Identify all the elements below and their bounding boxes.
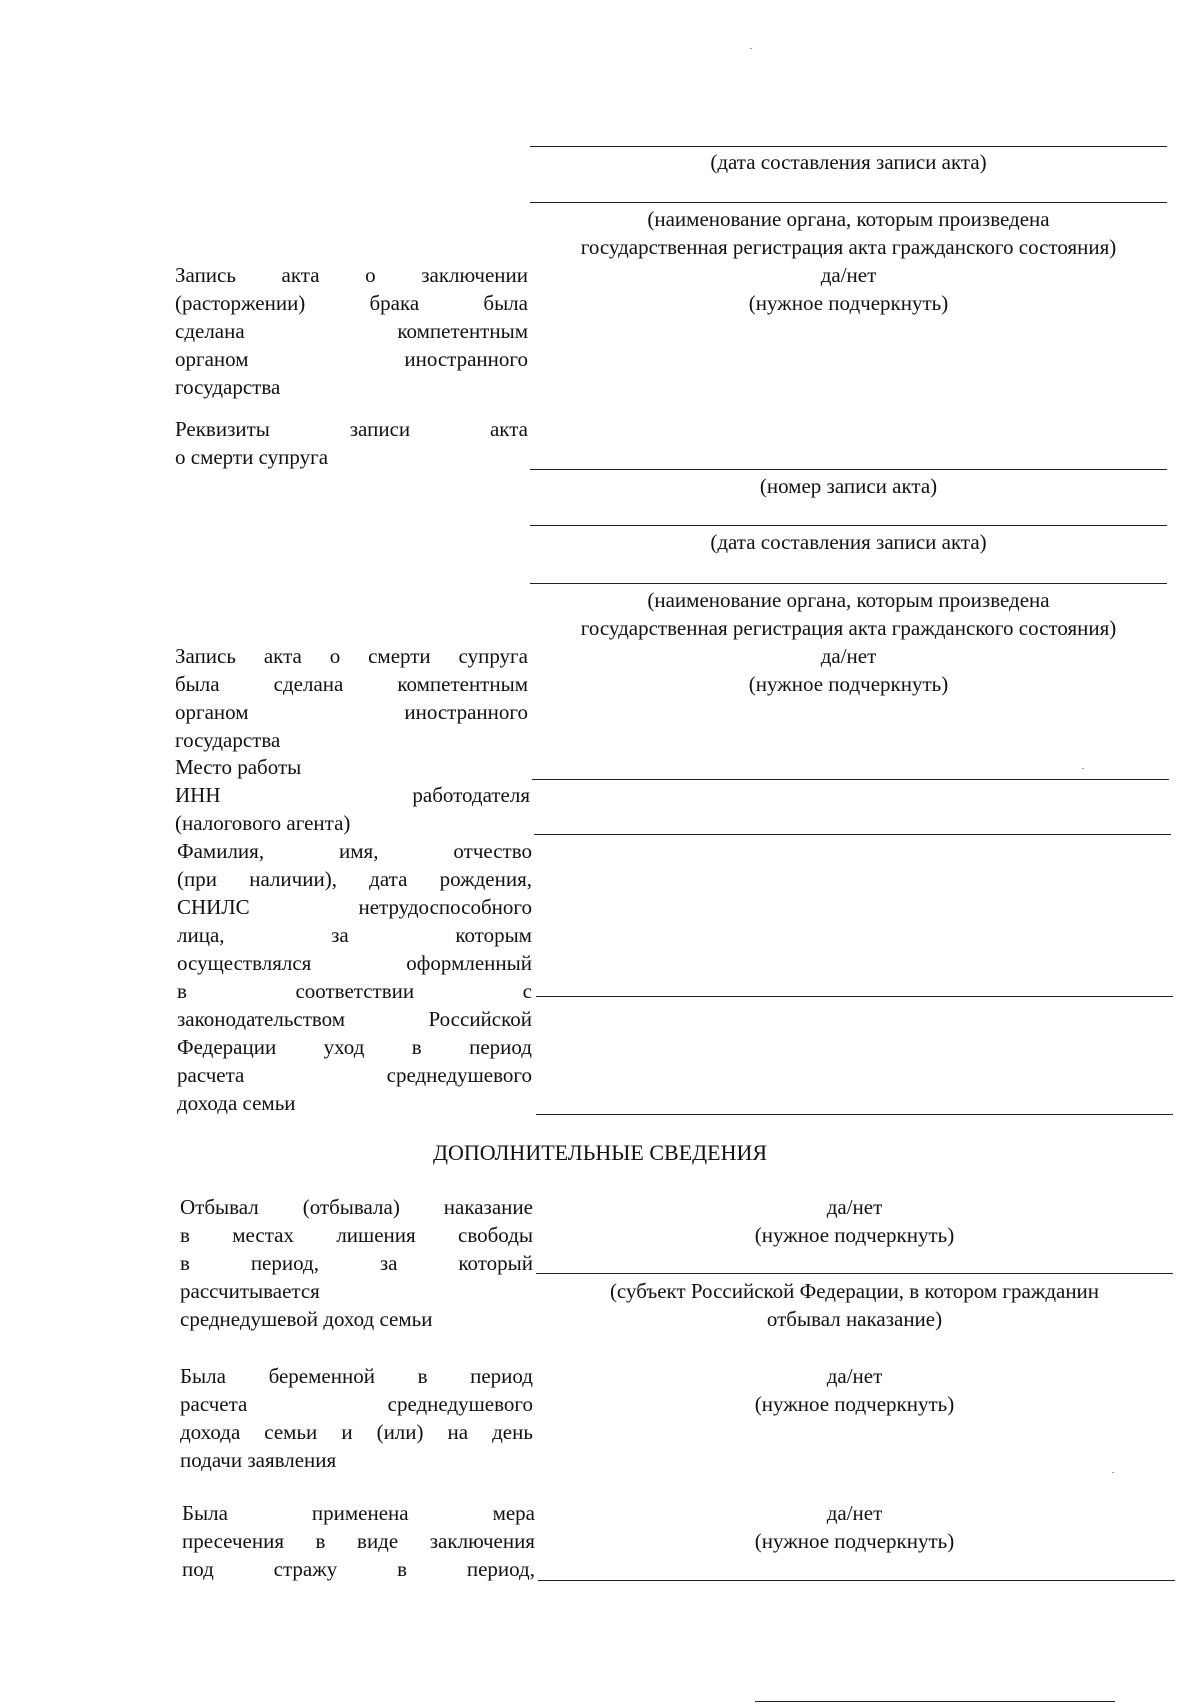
disabled-person-line-1[interactable] (536, 996, 1173, 997)
q1-line-3: сделана компетентным (175, 319, 528, 343)
q1-line-1: Запись акта о заключении (175, 263, 528, 287)
q1-line-4: органом иностранного (175, 347, 528, 371)
q6-line-8: Федерации уход в период (177, 1035, 532, 1059)
q8-underline-hint: (нужное подчеркнуть) (754, 1392, 955, 1416)
q9-line-3: под стражу в период, (182, 1557, 535, 1581)
act-date-line-2[interactable] (530, 525, 1167, 526)
q2-line-1: Реквизиты записи акта (175, 417, 528, 441)
q4-line-1: Место работы (175, 755, 302, 779)
authority-caption-2b: государственная регистрация акта гражданского состояния) (580, 616, 1117, 640)
act-date-line-1[interactable] (530, 146, 1167, 147)
q8-yes-no[interactable]: да/нет (826, 1364, 883, 1388)
authority-line-2[interactable] (530, 583, 1167, 584)
q6-line-5: осуществлялся оформленный (177, 951, 532, 975)
q5-line-1: ИНН работодателя (175, 783, 530, 807)
q1-yes-no[interactable]: да/нет (820, 263, 877, 287)
q6-line-2: (при наличии), дата рождения, (177, 867, 532, 891)
scan-speck (750, 48, 752, 49)
q9-line-2: пресечения в виде заключения (182, 1529, 535, 1553)
scan-speck (1082, 768, 1084, 769)
act-date-caption-2: (дата составления записи акта) (710, 530, 987, 554)
act-number-line[interactable] (530, 469, 1167, 470)
q3-line-1: Запись акта о смерти супруга (175, 644, 528, 668)
q9-line-1: Была применена мера (182, 1501, 535, 1525)
q7-line-4: рассчитывается (180, 1279, 320, 1303)
q8-line-3: дохода семьи и (или) на день (180, 1420, 533, 1444)
q1-line-5: государства (175, 375, 281, 399)
q7-yes-no[interactable]: да/нет (826, 1195, 883, 1219)
q3-line-3: органом иностранного (175, 700, 528, 724)
q6-line-6: в соответствии с (177, 979, 532, 1003)
employer-inn-line[interactable] (534, 834, 1171, 835)
scan-speck (1112, 1472, 1114, 1473)
subject-caption-b: отбывал наказание) (766, 1307, 943, 1331)
q6-line-7: законодательством Российской (177, 1007, 532, 1031)
subject-caption-a: (субъект Российской Федерации, в котором гражданин (609, 1279, 1100, 1303)
q6-line-1: Фамилия, имя, отчество (177, 839, 532, 863)
q7-underline-hint: (нужное подчеркнуть) (754, 1223, 955, 1247)
q2-line-2: о смерти супруга (175, 445, 329, 469)
q6-line-3: СНИЛС нетрудоспособного (177, 895, 532, 919)
authority-caption-1a: (наименование органа, которым произведена (647, 207, 1050, 231)
q1-line-2: (расторжении) брака была (175, 291, 528, 315)
detention-line[interactable] (538, 1580, 1175, 1581)
q6-line-10: дохода семьи (177, 1091, 296, 1115)
q8-line-4: подачи заявления (180, 1448, 337, 1472)
authority-caption-1b: государственная регистрация акта гражданского состояния) (580, 235, 1117, 259)
authority-caption-2a: (наименование органа, которым произведена (647, 588, 1050, 612)
page-bottom-line-fragment (755, 1701, 1115, 1702)
authority-line-1[interactable] (530, 202, 1167, 203)
act-number-caption: (номер записи акта) (759, 474, 938, 498)
q9-underline-hint: (нужное подчеркнуть) (754, 1529, 955, 1553)
subject-line[interactable] (536, 1273, 1173, 1274)
act-date-caption-1: (дата составления записи акта) (710, 150, 987, 174)
section-title-additional-info: ДОПОЛНИТЕЛЬНЫЕ СВЕДЕНИЯ (432, 1140, 768, 1165)
q8-line-1: Была беременной в период (180, 1364, 533, 1388)
q7-line-3: в период, за который (180, 1251, 533, 1275)
q6-line-4: лица, за которым (177, 923, 532, 947)
q3-underline-hint: (нужное подчеркнуть) (748, 672, 949, 696)
q7-line-2: в местах лишения свободы (180, 1223, 533, 1247)
q3-yes-no[interactable]: да/нет (820, 644, 877, 668)
q1-underline-hint: (нужное подчеркнуть) (748, 291, 949, 315)
disabled-person-line-2[interactable] (536, 1114, 1173, 1115)
workplace-line[interactable] (532, 779, 1169, 780)
q6-line-9: расчета среднедушевого (177, 1063, 532, 1087)
q8-line-2: расчета среднедушевого (180, 1392, 533, 1416)
q9-yes-no[interactable]: да/нет (826, 1501, 883, 1525)
q7-line-1: Отбывал (отбывала) наказание (180, 1195, 533, 1219)
q7-line-5: среднедушевой доход семьи (180, 1307, 433, 1331)
q3-line-2: была сделана компетентным (175, 672, 528, 696)
q5-line-2: (налогового агента) (175, 811, 351, 835)
q3-line-4: государства (175, 728, 281, 752)
